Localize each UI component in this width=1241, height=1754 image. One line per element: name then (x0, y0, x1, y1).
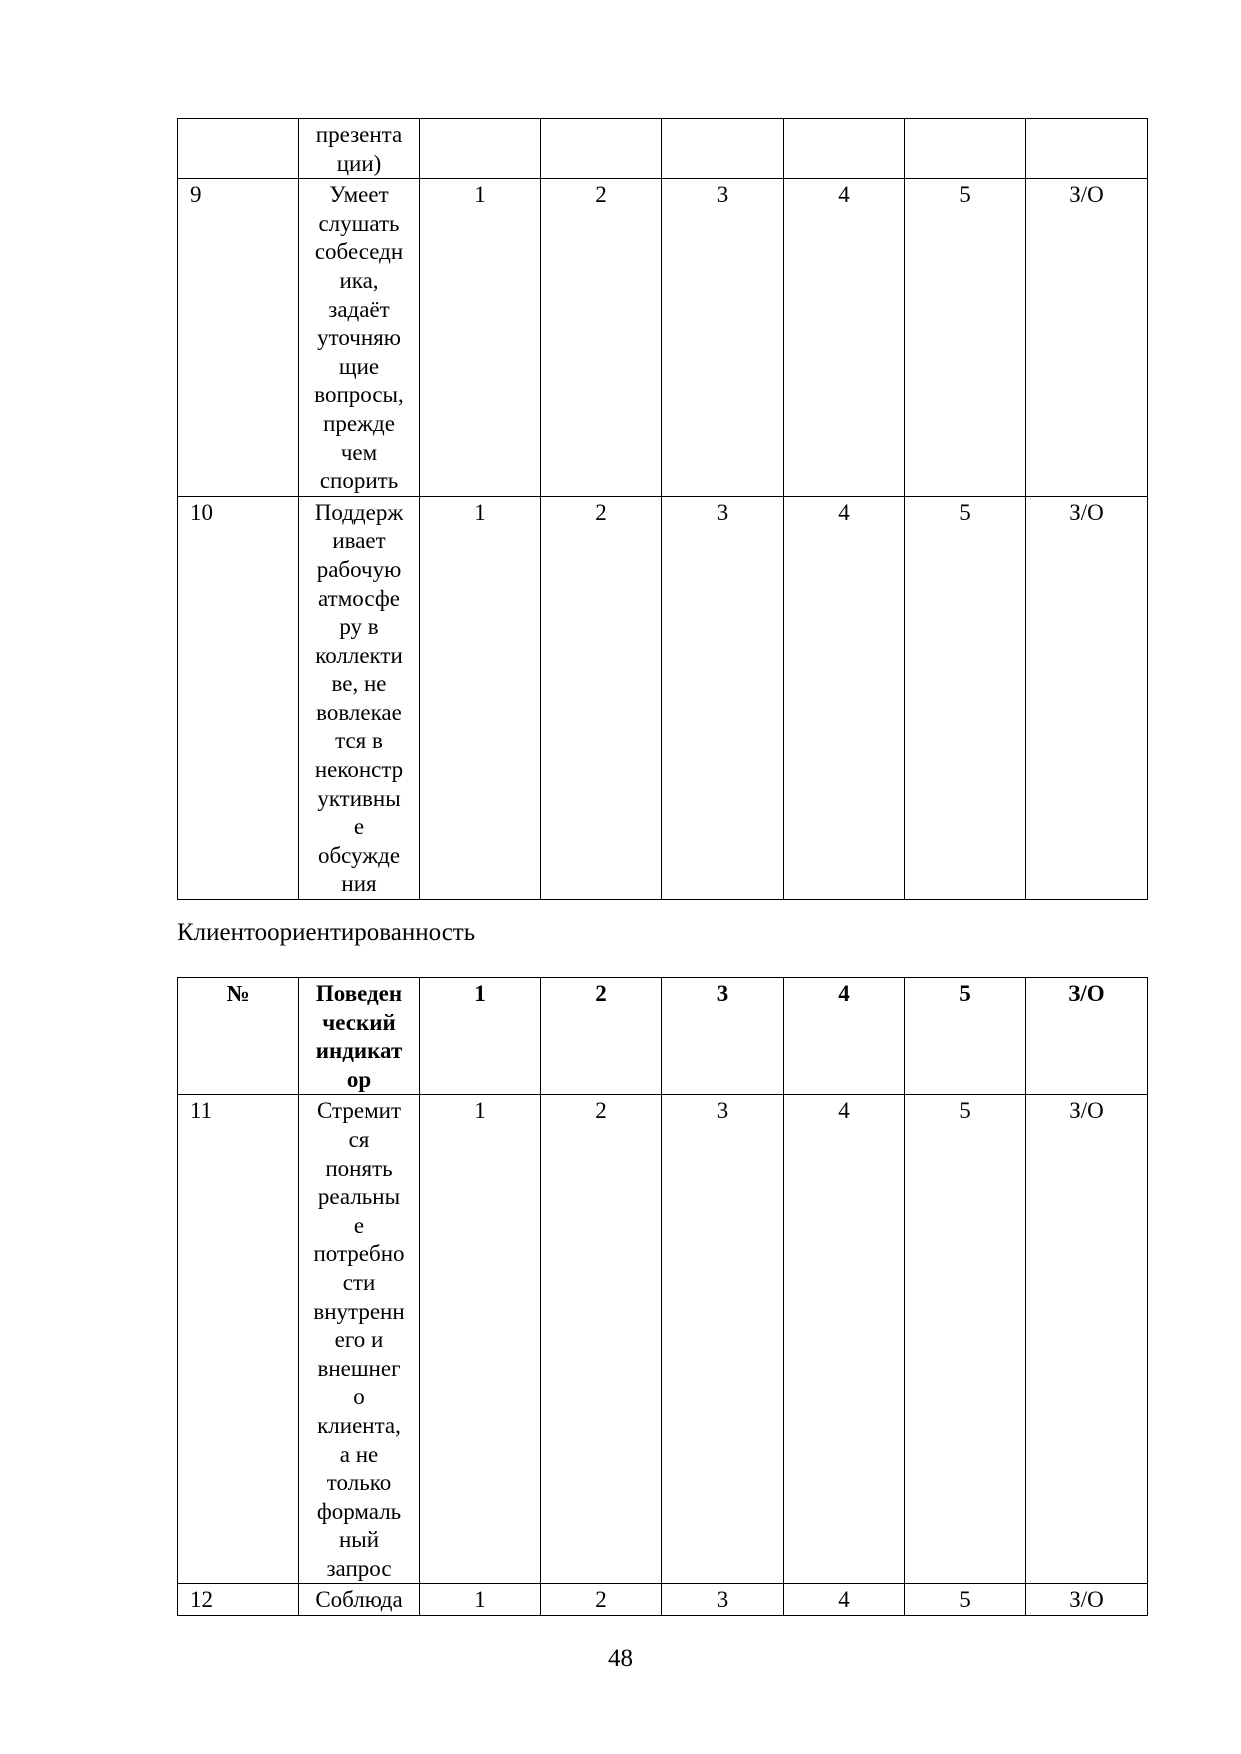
score-cell (541, 119, 662, 179)
indicator-text-line: Поведен (315, 981, 403, 1006)
indicator-text-line: спорить (319, 468, 399, 494)
indicator-text-line: ор (346, 1066, 372, 1092)
score-cell: 2 (541, 496, 662, 899)
indicator-text-line: сти (342, 1269, 376, 1295)
indicator-text-line: запрос (326, 1555, 392, 1581)
indicator-text-line: собеседн (314, 239, 404, 265)
score-cell: 3 (662, 1584, 784, 1616)
table-header-row (178, 978, 1148, 1095)
indicator-text-line: уктивны (317, 785, 401, 811)
indicator-text-line: презента (315, 122, 403, 147)
score-cell: З/О (1026, 1095, 1148, 1584)
client-orientation-table (177, 977, 1148, 1616)
score-cell: 2 (541, 1095, 662, 1584)
indicator-text-line: реальны (317, 1184, 401, 1210)
behavior-indicator-cell (299, 978, 420, 1095)
score-cell: 5 (905, 1584, 1026, 1616)
score-cell: З/О (1026, 179, 1148, 497)
score-cell: 2 (541, 179, 662, 497)
indicator-text-line: вопросы, (314, 382, 404, 408)
score-cell: 5 (905, 978, 1026, 1095)
table1-body (178, 119, 1148, 900)
indicator-text-line: коллекти (315, 642, 403, 668)
behavior-indicator-cell (299, 1095, 420, 1584)
score-cell: 4 (784, 1095, 905, 1584)
score-cell: 2 (541, 978, 662, 1095)
table2-body (178, 978, 1148, 1616)
score-cell: 4 (784, 496, 905, 899)
behavior-indicator-cell (299, 119, 420, 179)
indicator-text-line: неконстр (314, 757, 404, 783)
indicator-text-line: задаёт (328, 296, 390, 322)
score-cell: 4 (784, 1584, 905, 1616)
table-row (178, 496, 1148, 899)
behavior-indicator-cell (299, 179, 420, 497)
indicator-text-line: ве, не (331, 671, 387, 697)
table-row (178, 179, 1148, 497)
behavior-indicator-cell (299, 496, 420, 899)
indicator-text-line: рабочую (316, 556, 402, 582)
score-cell (1026, 119, 1148, 179)
indicator-text-line: ния (341, 871, 377, 897)
indicator-text-line: ру в (339, 614, 379, 640)
score-cell (662, 119, 784, 179)
indicator-text-line: ивает (332, 528, 386, 554)
table-row (178, 1584, 1148, 1616)
score-cell: 3 (662, 1095, 784, 1584)
behavior-indicator-cell (299, 1584, 420, 1616)
indicator-text-line: Соблюда (315, 1587, 403, 1613)
indicator-text-line: Стремит (317, 1098, 401, 1124)
score-cell: 5 (905, 1095, 1026, 1584)
score-cell: 1 (420, 1584, 541, 1616)
indicator-text-line: ный (338, 1527, 380, 1553)
indicator-text-line: ческий (322, 1009, 396, 1035)
score-cell (784, 119, 905, 179)
score-cell: 2 (541, 1584, 662, 1616)
score-cell: 3 (662, 496, 784, 899)
score-cell: 1 (420, 179, 541, 497)
indicator-text-line: внутренн (313, 1298, 405, 1324)
table-row (178, 119, 1148, 179)
indicator-text-line: потребно (313, 1241, 405, 1267)
table-row (178, 1095, 1148, 1584)
score-cell (905, 119, 1026, 179)
indicator-text-line: клиента, (317, 1412, 401, 1438)
score-cell: 5 (905, 496, 1026, 899)
indicator-text-line: прежде (323, 410, 395, 436)
score-cell: 1 (420, 1095, 541, 1584)
score-cell: 5 (905, 179, 1026, 497)
indicator-text-line: уточняю (317, 325, 401, 351)
row-number-cell: 12 (178, 1584, 299, 1616)
row-number-cell: 10 (178, 496, 299, 899)
indicator-text-line: чем (340, 439, 378, 465)
indicator-text-line: а не (339, 1441, 379, 1467)
indicator-text-line: обсужде (317, 842, 401, 868)
indicator-text-line: формаль (316, 1498, 402, 1524)
indicator-text-line: его и (334, 1327, 384, 1353)
score-cell: 3 (662, 179, 784, 497)
score-cell: 1 (420, 978, 541, 1095)
indicator-text-line: ика, (339, 267, 379, 293)
score-cell: З/О (1026, 1584, 1148, 1616)
indicator-text-line: е (353, 814, 365, 840)
page-number: 48 (608, 1645, 633, 1672)
indicator-text-line: Умеет (329, 182, 389, 208)
indicator-text-line: только (326, 1470, 392, 1496)
row-number-cell (178, 119, 299, 179)
indicator-text-line: вовлекае (316, 699, 402, 725)
score-cell: 4 (784, 179, 905, 497)
indicator-text-line: Поддерж (314, 499, 404, 525)
row-number-cell: 9 (178, 179, 299, 497)
indicator-text-line: слушать (318, 210, 400, 236)
indicator-text-line: тся в (335, 728, 383, 754)
section-heading: Клиентоориентированность (177, 919, 476, 946)
indicator-text-line: о (353, 1384, 365, 1410)
row-number-cell: 11 (178, 1095, 299, 1584)
score-cell: 3 (662, 978, 784, 1095)
score-cell: 1 (420, 496, 541, 899)
score-cell: З/О (1026, 496, 1148, 899)
score-cell: З/О (1026, 978, 1148, 1095)
indicator-text-line: ся (348, 1126, 370, 1152)
indicator-text-line: понять (325, 1155, 393, 1181)
score-cell (420, 119, 541, 179)
behavior-table-continued (177, 118, 1148, 900)
indicator-text-line: внешнег (317, 1355, 401, 1381)
indicator-text-line: е (353, 1212, 365, 1238)
indicator-text-line: атмосфе (318, 585, 400, 611)
score-cell: 4 (784, 978, 905, 1095)
indicator-text-line: индикат (315, 1038, 403, 1064)
row-number-cell: № (178, 978, 299, 1095)
indicator-text-line: ции) (336, 150, 382, 176)
indicator-text-line: щие (338, 353, 380, 379)
